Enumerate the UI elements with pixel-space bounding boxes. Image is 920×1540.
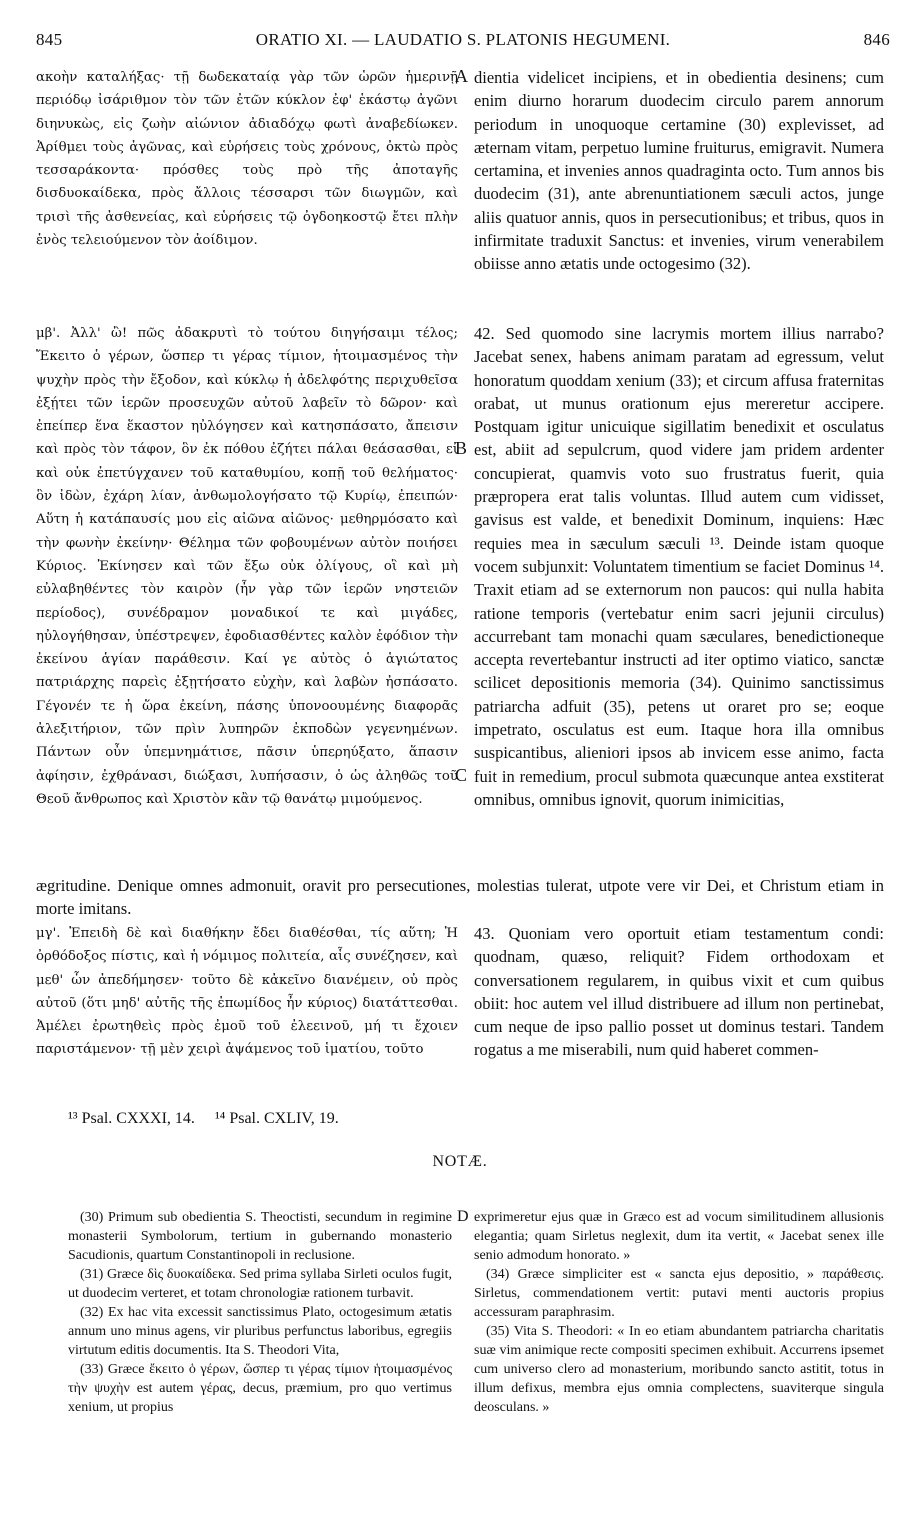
greek-column-section-41	[36, 66, 458, 252]
right-page-number: 846	[863, 30, 890, 49]
latin-column-section-42	[474, 322, 884, 811]
note-32: (32) Ex hac vita excessit sanctissimus Plato, octogesimum ætatis annum uno minus agens, vir pluribus perfunctus laboribus, egregiis virtutum editis documentis. Ita S. Theodori Vita,	[68, 1305, 452, 1358]
notes-right-column	[474, 1208, 884, 1417]
note-34: (34) Græce simpliciter est « sancta ejus depositio, » παράθεσις. Sirletus, commendationem vertit: putavi menti auctoris propius accessuram paraphrasim.	[474, 1267, 884, 1320]
latin-column-section-43	[474, 922, 884, 1062]
greek-paragraph-41-end: ακοὴν καταλήξας· τῇ δωδεκαταίᾳ γὰρ τῶν ὡρῶν ἡμερινῇ περιόδῳ ἰσάριθμον τὸν τῶν ἐτῶν κύκλον ἐφ' ἑκάστῳ ἀγῶνι διηνυκὼς, εἰς ζωὴν αἰώνιον ἀδιαδόχῳ φωτὶ ἀναβεδίωκεν. Ἀρίθμει τοὺς ἀγῶνας, καὶ εὑρήσεις τοὺς χρόνους, ὀκτὼ πρὸς τεσσαράκοντα· πρόσθες τοὺς πρὸ τῆς ἀποταγῆς δισδυοκαίδεκα, πρὸς ἄλλοις τέσσαρσι τῶν διωγμῶν, καὶ τρισὶ τῆς ἀσθενείας, καὶ εὑρήσεις τῷ ὀγδοηκοστῷ ἔτει πλὴν ἑνὸς τελειούμενον τὸν ἀοίδιμον.	[36, 70, 458, 249]
note-33-continued: exprimeretur ejus quæ in Græco est ad vocum similitudinem allusionis elegantia; quam Sirletus neglexit, dum ita vertit, « Jacebat senex ille senio admodum honorato. »	[474, 1210, 884, 1263]
latin-paragraph-43: 43. Quoniam vero oportuit etiam testamentum condi: quodnam, quæso, reliquit? Fidem orthodoxam et conversationem regularem, in quibus vixit et cum quibus obiit: hoc autem vel illud distribuere ad illum non pertinebat, cum neque de ipso pallio posset ut dominus testari. Tandem rogatus a me miserabili, num quid haberet commen-	[474, 924, 884, 1060]
note-30: (30) Primum sub obedientia S. Theoctisti, secundum in regimine monasterii Symbolorum, tertium in gubernando monasterio Sacudionis, quartum Constantinopoli in reclusione.	[68, 1210, 452, 1263]
note-31: (31) Græce δὶς δυοκαίδεκα. Sed prima syllaba Sirleti oculos fugit, ut duodecim verteret, et totam chronologiæ rationem turbavit.	[68, 1267, 452, 1301]
margin-marker-b: B	[455, 438, 468, 458]
footnote-14: ¹⁴ Psal. CXLIV, 19.	[214, 1110, 339, 1127]
left-page-number: 845	[36, 30, 63, 49]
latin-paragraph-42: 42. Sed quomodo sine lacrymis mortem illius narrabo? Jacebat senex, habens animam paratam ad egressum, velut honoratum quoddam xenium (33); et circum affusa fraternitas orabat, ut munus orationum ejus mereretur accipere. Postquam igitur unicuique sigillatim benedixit et osculatus est, abiit ad sepulcrum, quod videre jam pridem ardenter concupierat, quamvis voto suo frustratus fuerit, quia præpropera erat talis voluntas. Illud autem cum vidisset, gavisus est valde, et benedixit Dominum, inquiens: Hæc requies mea in sæculum sæculi ¹³. Deinde istam quoque vocem subjunxit: Voluntatem timentium se faciet Dominus ¹⁴. Traxit etiam ad se externorum non paucos: qui nulla habita ratione temporis (vertebatur enim sacri jejunii circulus) accurrebant tam monachi quam sæculares, benedictioneque accepta revertebantur instructi ad iter optimo viatico, sanctæ scilicet depositionis memoria (34). Quinimo sanctissimus patriarcha adfuit (35), petens ut oraret pro se; eoque impetrato, osculatus est eum. Itaque hora illa omnibus suspicantibus, alieniori ipsos ab invicem esse animo, facta fuit in remedium, procul submota quæcunque antea exstiterat omnibus, omnibus ignovit, quorum inimicitias,	[474, 324, 884, 809]
note-33: (33) Græce ἔκειτο ὁ γέρων, ὥσπερ τι γέρας τίμιον ἡτοιμασμένος τὴν ψυχὴν est autem γέρας, decus, præmium, pro quo vertimus xenium, ut propius	[68, 1362, 452, 1415]
running-header	[36, 30, 890, 58]
latin-column-section-41	[474, 66, 884, 276]
greek-paragraph-43: μγ'. Ἐπειδὴ δὲ καὶ διαθήκην ἔδει διαθέσθαι, τίς αὕτη; Ἡ ὀρθόδοξος πίστις, καὶ ἡ νόμιμος πολιτεία, αἷς συνέζησεν, καὶ μεθ' ὧν ἀπεδήμησεν· τοῦτο δὲ κἀκεῖνο διανέμειν, οὐ πρὸς αὐτοῦ (ὅτι μηδ' αὐτῆς τῆς ἐπωμίδος ἦν κύριος) διατάττεσθαι. Ἀμέλει ἐρωτηθεὶς πρὸς ἐμοῦ τοῦ ἐλεεινοῦ, μή τι ἔχοιεν παριστάμενον· τῇ μὲν χειρὶ ἀψάμενος τοῦ ἱματίου, τοῦτο	[36, 926, 458, 1058]
full-width-latin-line: ægritudine. Denique omnes admonuit, oravit pro persecutiones, molestias tulerat, utpote vere vir Dei, et Christum etiam in morte imitans.	[36, 876, 884, 919]
greek-paragraph-42: μβ'. Ἀλλ' ὢ! πῶς ἀδακρυτὶ τὸ τούτου διηγήσαιμι τέλος; Ἔκειτο ὁ γέρων, ὥσπερ τι γέρας τίμιον, ἡτοιμασμένος τὴν ψυχὴν πρὸς τὴν ἔξοδον, καὶ κύκλῳ ἡ ἀδελφότης περιχυθεῖσα ἐξῄτει τῶν ἱερῶν προσευχῶν αὐτοῦ λαβεῖν τὸ δῶρον· καὶ ἐπείπερ ἕνα ἕκαστον ηὐλόγησεν καὶ κατησπάσατο, ἄπεισιν καὶ πρὸς τὸν τάφον, ὃν ἐκ πόθου ἐζήτει πάλαι θεάσασθαι, εἰ καὶ οὐκ ἐπετύγχανεν τοῦ καταθυμίου, κοπῇ τοῦ θελήματος· ὃν ἰδὼν, ἐχάρη λίαν, ἀνθωμολογήσατο τῷ Κυρίῳ, ἐπειπών· Αὕτη ἡ κατάπαυσίς μου εἰς αἰῶνα αἰῶνος· μεθηρμόσατο καὶ τὴν φωνὴν ἐκείνην· Θέλημα τῶν φοβουμένων αὐτὸν ποιήσει Κύριος. Ἐκίνησεν καὶ τῶν ἔξω οὐκ ὀλίγους, οἳ καὶ μὴ εὐλαβηθέντες τὸν καιρὸν (ἦν γὰρ τῶν ἱερῶν νηστειῶν περίοδος), συνέδραμον μοναδικοί τε καὶ μιγάδες, ηὐλογήθησαν, ὑπέστρεψεν, ἐφοδιασθέντες καλὸν ἐφόδιον τὴν ἐκείνου ἁγίαν παράθεσιν. Καί γε αὐτὸς ὁ ἁγιώτατος πατριάρχης παρεὶς ἐξῃτήσατο εὐχὴν, καὶ λαβὼν ἠσπάσατο. Γέγονέν τε ἡ ὥρα ἐκείνη, πάσης ὑπονοουμένης διαφορᾶς ἀλεξιτήριον, τῶν πρὶν λυπηρῶν ἐκποδὼν γεγενημένων. Πάντων οὖν ὑπεμνημάτισε, πᾶσιν ὑπερηύξατο, ἅπασιν ἀφίησιν, ἐχθράνασι, διώξασι, λυπήσασιν, ὁ ὡς ἀληθῶς τοῦ Θεοῦ ἄνθρωπος καὶ Χριστὸν κἂν τῷ θανάτῳ μιμούμενος.	[36, 326, 458, 807]
scripture-footnotes	[68, 1110, 355, 1128]
margin-marker-d: D	[457, 1208, 469, 1225]
margin-marker-a: A	[455, 66, 468, 86]
latin-paragraph-41-end: dientia videlicet incipiens, et in obedientia desinens; cum enim diurno horarum duodecim circulo parem annorum periodum in unoquoque certamine (30) explevisset, ad æternam vitam, perpetuo lumine fruiturus, emigravit. Numera certamina, et invenies annos quadraginta octo. Tum annos bis duodecim (31), ante abrenuntiationem sæculi actos, junge aliis quatuor annis, quos in persecutionibus; et tribus, quos in infirmitate traduxit Sanctus: et invenies, virum venerabilem obiisse anno ætatis unde octogesimo (32).	[474, 68, 884, 274]
notes-left-column	[68, 1208, 452, 1417]
margin-marker-c: C	[455, 765, 468, 785]
greek-column-section-43	[36, 922, 458, 1062]
running-title: ORATIO XI. — LAUDATIO S. PLATONIS HEGUMENI.	[255, 30, 671, 49]
footnote-13: ¹³ Psal. CXXXI, 14.	[68, 1110, 195, 1127]
note-35: (35) Vita S. Theodori: « In eo etiam abundantem patriarcha charitatis suæ vim animique recte compositi specimen exhibuit. Accurrens ipsemet cum universo clero ad monasterium, moribundo sancto astitit, totus in illum defixus, membra ejus omnia complectens, suaviterque singula deosculans. »	[474, 1324, 884, 1415]
greek-column-section-42	[36, 322, 458, 811]
notae-heading: NOTÆ.	[432, 1153, 488, 1170]
